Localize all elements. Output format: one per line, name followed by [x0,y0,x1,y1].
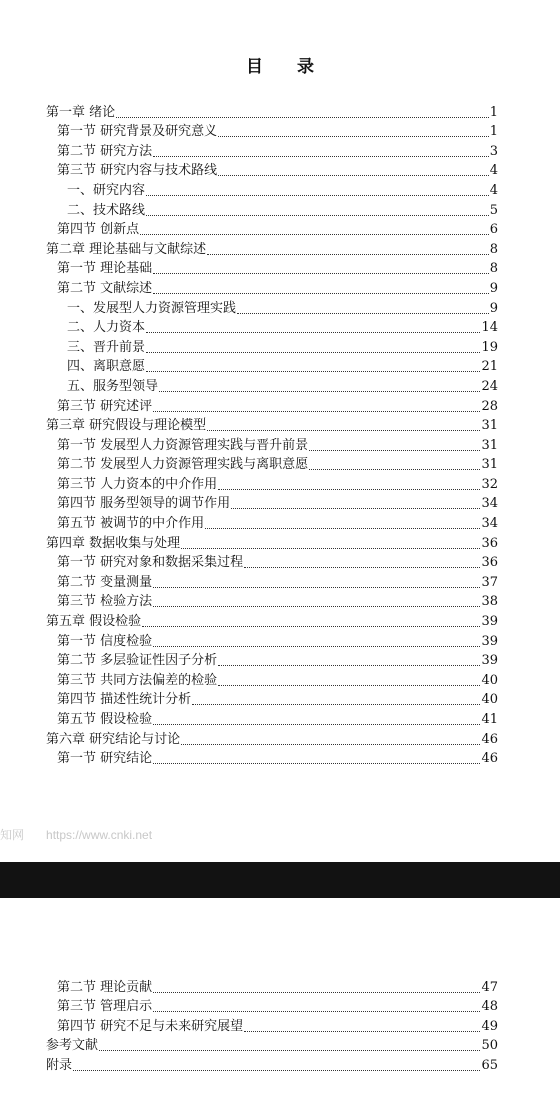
toc-leader-dots [153,763,480,764]
toc-entry-page: 31 [481,437,498,453]
toc-entry-label: 第二节 研究方法 [57,143,153,159]
toc-entry [46,532,498,552]
toc-entry-page: 48 [481,999,498,1015]
watermark-url: https://www.cnki.net [46,828,153,842]
toc-entry-label: 第四节 研究不足与未来研究展望 [57,1018,244,1034]
toc-entry [46,610,498,630]
toc-entry-label: 第三节 管理启示 [57,999,153,1015]
toc-entry-label: 第四节 创新点 [57,222,140,238]
watermark [0,826,152,843]
toc-entry-page: 40 [481,672,498,688]
toc-entry-page: 4 [489,182,498,198]
toc-leader-dots [218,175,489,176]
toc-entry-page: 36 [481,555,498,571]
toc-entry-label: 第二节 文献综述 [57,280,153,296]
toc-entry-label: 四、离职意愿 [67,359,146,375]
toc-entry-page: 40 [481,692,498,708]
toc-entry-page: 28 [481,398,498,414]
toc-entry [46,395,498,415]
toc-entry [46,454,498,474]
toc-entry-label: 第二节 理论贡献 [57,979,153,995]
toc-entry-page: 46 [481,751,498,767]
toc-entry-page: 6 [489,222,498,238]
toc-entry [46,179,498,199]
toc-entry [46,356,498,376]
toc-entry-label: 第二节 发展型人力资源管理实践与离职意愿 [57,457,309,473]
toc-entry [46,552,498,572]
toc-leader-dots [153,606,480,607]
toc-entry [46,689,498,709]
toc-entry-label: 二、人力资本 [67,320,146,336]
toc-leader-dots [146,195,489,196]
toc-leader-dots [218,685,480,686]
toc-entry [46,317,498,337]
watermark-brand: 知网 [0,828,25,842]
toc-leader-dots [153,1011,480,1012]
toc-entry-page: 8 [489,261,498,277]
page-break-band [0,862,560,898]
toc-entry-label: 第二节 变量测量 [57,574,153,590]
toc-entry [46,571,498,591]
toc-leader-dots [205,528,480,529]
toc-leader-dots [159,391,480,392]
toc-leader-dots [181,744,480,745]
toc-entry [46,473,498,493]
toc-entry-label: 五、服务型领导 [67,378,159,394]
toc-entry [46,493,498,513]
toc-leader-dots [218,136,489,137]
table-of-contents-continued [46,976,498,1074]
toc-entry [46,140,498,160]
toc-entry-label: 第一节 研究对象和数据采集过程 [57,555,244,571]
toc-entry-page: 4 [489,163,498,179]
toc-entry [46,219,498,239]
toc-leader-dots [244,567,480,568]
toc-leader-dots [153,293,489,294]
toc-entry-label: 第一节 发展型人力资源管理实践与晋升前景 [57,437,309,453]
toc-entry-page: 41 [481,712,498,727]
toc-entry [46,277,498,297]
toc-entry-label: 第四节 服务型领导的调节作用 [57,496,231,512]
toc-leader-dots [73,1070,480,1071]
toc-entry-page: 14 [481,320,498,336]
toc-entry-label: 第三节 人力资本的中介作用 [57,476,218,492]
toc-entry [46,708,498,728]
toc-entry [46,1035,498,1055]
toc-leader-dots [153,273,489,274]
toc-leader-dots [192,704,480,705]
toc-leader-dots [207,254,489,255]
toc-entry-label: 第六章 研究结论与讨论 [46,731,181,747]
toc-entry [46,748,498,768]
toc-entry [46,415,498,435]
toc-entry-page: 37 [481,574,498,590]
toc-entry-label: 三、晋升前景 [67,339,146,355]
toc-entry-label: 第一节 研究结论 [57,751,153,767]
toc-leader-dots [218,489,480,490]
toc-entry [46,996,498,1016]
toc-entry-page: 39 [481,653,498,669]
toc-leader-dots [116,117,489,118]
toc-entry-label: 第一章 绪论 [46,104,116,120]
toc-entry-label: 第二节 多层验证性因子分析 [57,653,218,669]
toc-entry-label: 第三节 检验方法 [57,594,153,610]
toc-entry [46,434,498,454]
toc-entry-label: 附录 [46,1057,73,1073]
toc-entry-page: 49 [481,1018,498,1034]
toc-leader-dots [153,724,480,725]
toc-entry-label: 第三节 研究述评 [57,398,153,414]
toc-entry-page: 8 [489,241,498,257]
toc-leader-dots [153,411,480,412]
toc-entry-label: 二、技术路线 [67,202,146,218]
toc-leader-dots [153,992,480,993]
toc-entry-page: 50 [481,1038,498,1054]
toc-entry [46,101,498,121]
toc-entry-label: 第三节 研究内容与技术路线 [57,163,218,179]
toc-entry [46,238,498,258]
toc-entry [46,375,498,395]
table-of-contents [46,101,498,767]
toc-entry-label: 第一节 研究背景及研究意义 [57,124,218,140]
toc-entry [46,669,498,689]
toc-entry-label: 第三章 研究假设与理论模型 [46,418,207,434]
toc-leader-dots [309,450,480,451]
toc-leader-dots [309,469,480,470]
toc-entry [46,258,498,278]
toc-entry-page: 34 [481,496,498,512]
toc-entry [46,728,498,748]
toc-entry [46,297,498,317]
toc-leader-dots [146,371,480,372]
toc-entry-page: 32 [481,476,498,492]
toc-entry-page: 9 [489,280,498,296]
toc-entry [46,630,498,650]
toc-entry [46,1015,498,1035]
toc-entry-page: 9 [489,300,498,316]
toc-entry-page: 19 [481,339,498,355]
toc-leader-dots [146,332,480,333]
toc-entry-page: 5 [489,202,498,218]
toc-entry [46,121,498,141]
toc-entry-label: 第五章 假设检验 [46,614,142,630]
toc-entry-page: 39 [481,614,498,630]
toc-entry-label: 第五节 假设检验 [57,712,153,727]
toc-entry-page: 31 [481,457,498,473]
toc-entry-page: 21 [481,359,498,375]
toc-entry-page: 31 [481,418,498,434]
toc-entry [46,512,498,532]
toc-entry-page: 65 [481,1057,498,1073]
toc-leader-dots [140,234,489,235]
toc-leader-dots [153,646,480,647]
toc-entry-page: 38 [481,594,498,610]
toc-leader-dots [181,548,480,549]
toc-entry-label: 第一节 理论基础 [57,261,153,277]
toc-entry-label: 一、发展型人力资源管理实践 [67,300,237,316]
toc-entry-page: 1 [489,104,498,120]
toc-entry-label: 第三节 共同方法偏差的检验 [57,672,218,688]
toc-leader-dots [153,156,489,157]
toc-entry [46,591,498,611]
toc-leader-dots [153,587,480,588]
toc-entry [46,650,498,670]
toc-entry [46,976,498,996]
toc-entry-label: 第五节 被调节的中介作用 [57,516,205,532]
toc-leader-dots [99,1050,480,1051]
toc-entry-label: 第一节 信度检验 [57,633,153,649]
toc-leader-dots [146,215,489,216]
toc-title: 目 录 [246,57,328,77]
toc-entry-page: 39 [481,633,498,649]
toc-entry [46,160,498,180]
toc-leader-dots [142,626,480,627]
toc-leader-dots [244,1031,480,1032]
toc-entry [46,199,498,219]
toc-entry-label: 第四章 数据收集与处理 [46,535,181,551]
toc-leader-dots [237,313,489,314]
toc-entry-page: 34 [481,516,498,532]
toc-leader-dots [146,352,480,353]
toc-entry-page: 46 [481,731,498,747]
toc-entry-page: 1 [489,124,498,140]
toc-entry-label: 一、研究内容 [67,182,146,198]
toc-entry-page: 36 [481,535,498,551]
toc-entry-label: 第四节 描述性统计分析 [57,692,192,708]
toc-leader-dots [207,430,480,431]
toc-entry-page: 24 [481,378,498,394]
toc-entry [46,336,498,356]
toc-entry-label: 第二章 理论基础与文献综述 [46,241,207,257]
toc-entry-label: 参考文献 [46,1038,99,1054]
toc-entry-page: 47 [481,979,498,995]
toc-entry [46,1054,498,1074]
toc-leader-dots [218,665,480,666]
toc-entry-page: 3 [489,143,498,159]
toc-leader-dots [231,508,480,509]
